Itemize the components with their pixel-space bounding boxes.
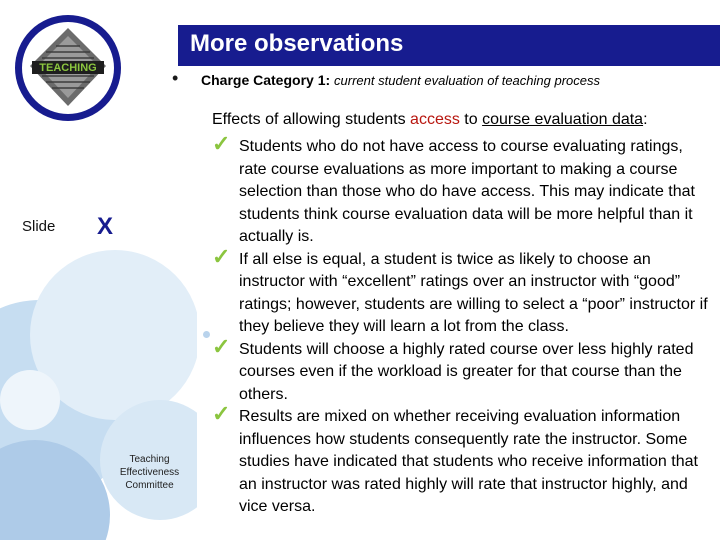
logo-word: TEACHING [39, 62, 97, 74]
list-item [212, 401, 712, 519]
page-title: More observations [190, 30, 404, 57]
decor-bubble [0, 370, 60, 430]
charge-description: current student evaluation of teaching process [334, 73, 600, 88]
slide-label: Slide [22, 218, 56, 235]
list-item [212, 243, 712, 339]
checkmark-icon: ✓ [212, 243, 231, 269]
list-item [212, 131, 712, 249]
item-text: Students who do not have access to course evaluating ratings, rate course evaluations as more important to making a course selection than those who do have access. This may indicate that students think course evaluation data will be more helpful than it actually is. [239, 138, 695, 245]
course-data-link: course evaluation data [482, 111, 644, 128]
logo-word-cloud [22, 22, 114, 114]
charge-line [201, 72, 600, 88]
observation-list [212, 131, 712, 519]
charge-category: Charge Category 1: [201, 72, 331, 88]
decor-dot [203, 331, 210, 338]
item-text: If all else is equal, a student is twice as likely to choose an instructor with “excellent” ratings over an instructor with “good” ratings; however, students are willing to select a “poor” instructor if they believe they will learn a lot from the class. [239, 250, 708, 335]
bullet-icon: • [172, 68, 179, 88]
effects-suffix: : [643, 111, 648, 128]
effects-heading [212, 111, 648, 129]
effects-to: to [459, 111, 483, 128]
item-text: Results are mixed on whether receiving evaluation information influences how students consequently rate the instructor. Some studies have indicated that students who receive information that an instructor was rated highly will rate that instructor highly, and vice versa. [239, 408, 698, 515]
list-item [212, 333, 712, 407]
checkmark-icon: ✓ [212, 333, 231, 359]
checkmark-icon: ✓ [212, 131, 231, 156]
item-text: Students will choose a highly rated course over less highly rated courses even if the workload is greater for that course than the others. [239, 340, 694, 403]
effects-prefix: Effects of allowing students [212, 111, 411, 128]
logo [15, 15, 121, 121]
access-word: access [410, 111, 460, 128]
checkmark-icon: ✓ [212, 401, 231, 426]
slide-number: X [97, 213, 114, 240]
committee-label: Teaching Effectiveness Committee [119, 454, 180, 491]
